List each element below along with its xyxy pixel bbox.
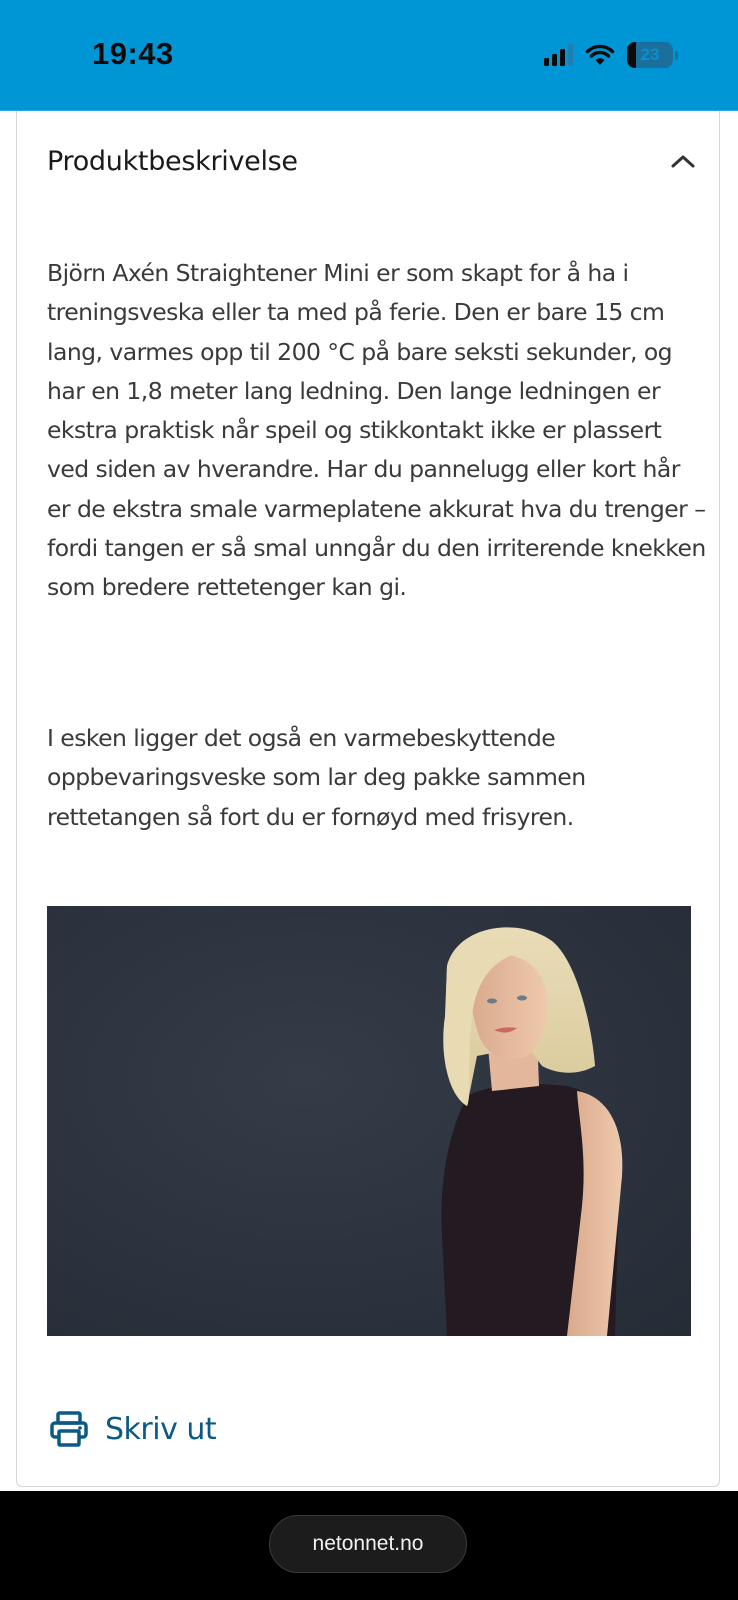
wifi-icon (585, 43, 615, 67)
product-description-card (16, 111, 720, 1487)
cellular-signal-icon (544, 44, 573, 66)
model-photo-illustration (47, 906, 691, 1336)
browser-bottom-bar (0, 1491, 738, 1600)
chevron-up-icon[interactable] (669, 147, 697, 175)
print-label: Skriv ut (105, 1411, 217, 1447)
status-time: 19:43 (92, 36, 174, 71)
description-paragraph: I esken ligger det også en varmebeskyttende oppbevaringsveske som lar deg pakke sammen rettetangen så fort du er fornøyd med frisyren. (47, 724, 586, 831)
address-bar[interactable] (269, 1515, 467, 1573)
url-text: netonnet.no (312, 1532, 424, 1555)
status-icons (544, 40, 678, 70)
product-description-toggle[interactable] (47, 131, 697, 191)
description-paragraph: Björn Axén Straightener Mini er som skapt for å ha i treningsveska eller ta med på ferie. Den er bare 15 cm lang, varmes opp til 200 °C på bare seksti sekunder, og har en 1,8 meter lang ledning. Den lange ledningen er ekstra praktisk når speil og stikkontakt ikke er plassert ved siden av hverandre. Har du pannelugg eller kort hår er de ekstra smale varmeplatene akkurat hva du trenger – fordi tangen er så smal unngår du den irriterende knekken som bredere rettetenger kan gi. (47, 259, 706, 602)
battery-icon (627, 42, 678, 68)
product-lifestyle-image (47, 906, 691, 1336)
printer-icon (49, 1411, 89, 1447)
battery-level: 23 (640, 45, 660, 64)
status-bar (0, 0, 738, 111)
print-button[interactable] (49, 1411, 216, 1447)
section-title: Produktbeskrivelse (47, 145, 298, 177)
